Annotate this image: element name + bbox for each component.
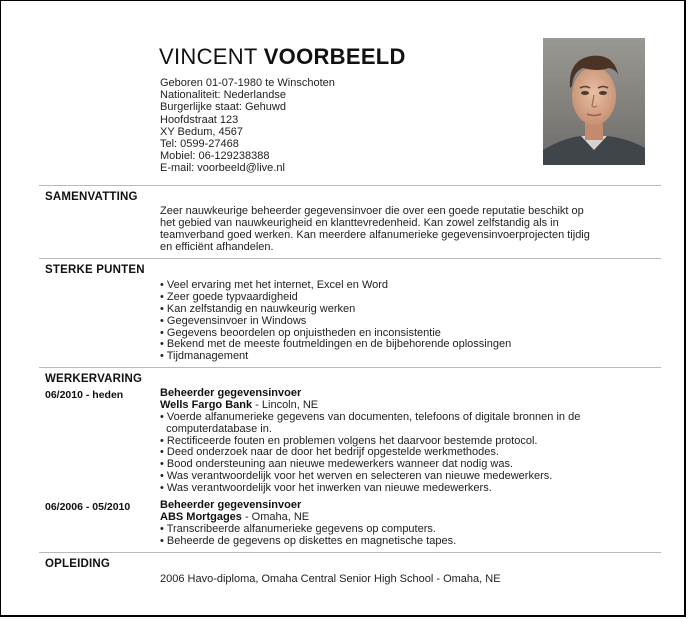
- summary-line: het gebied van nauwkeurigheid en klanttevredenheid. Kan zowel zelfstandig als in: [160, 216, 559, 229]
- list-item: • Voerde alfanumerieke gegevens van documenten, telefoons of digitale bronnen in de: [160, 410, 581, 423]
- profile-photo: [543, 38, 645, 165]
- section-divider: [39, 185, 661, 186]
- list-item: • Bood ondersteuning aan nieuwe medewerkers wanneer dat nodig was.: [160, 458, 514, 471]
- summary-text: [160, 205, 660, 253]
- last-name: VOORBEELD: [263, 44, 406, 69]
- list-item: • Rectificeerde fouten en problemen volgens het daarvoor bestemde protocol.: [160, 434, 538, 447]
- strengths-list: [160, 279, 660, 362]
- section-divider: [39, 258, 661, 259]
- phone-line: Tel: 0599-27468: [160, 137, 239, 150]
- employer-name: Wells Fargo Bank: [160, 398, 253, 411]
- job-title: Beheerder gegevensinvoer: [160, 387, 302, 399]
- list-item: • Deed onderzoek naar de door het bedrijf opgestelde werkmethodes.: [160, 446, 499, 459]
- list-item: • Bekend met de meeste foutmeldingen en de bijbehorende oplossingen: [160, 338, 512, 351]
- marital-status-line: Burgerlijke staat: Gehuwd: [160, 101, 286, 114]
- first-name: VINCENT: [159, 44, 258, 69]
- job-employer: [160, 511, 660, 523]
- list-item: • Tijdmanagement: [160, 350, 249, 363]
- section-divider: [39, 367, 661, 368]
- list-item: computerdatabase in.: [160, 422, 272, 435]
- portrait-icon: [543, 38, 645, 165]
- summary-line: en efficiënt afhandelen.: [160, 240, 274, 253]
- list-item: • Beheerde de gegevens op diskettes en magnetische tapes.: [160, 534, 457, 547]
- list-item: • Veel ervaring met het internet, Excel en Word: [160, 279, 389, 291]
- list-item: • Was verantwoordelijk voor het inwerken van nieuwe medewerkers.: [160, 482, 492, 495]
- education-line: 2006 Havo-diploma, Omaha Central Senior High School - Omaha, NE: [160, 573, 501, 585]
- city-line: XY Bedum, 4567: [160, 125, 243, 138]
- strengths-heading: STERKE PUNTEN: [45, 264, 145, 276]
- summary-line: teamverband goed werken. Kan meerdere alfanumerieke gegevensinvoerprojecten tijdig: [160, 228, 590, 241]
- nationality-line: Nationaliteit: Nederlandse: [160, 89, 286, 102]
- summary-heading: SAMENVATTING: [45, 191, 138, 203]
- email-line: E-mail: voorbeeld@live.nl: [160, 162, 285, 175]
- list-item: • Transcribeerde alfanumerieke gegevens op computers.: [160, 522, 436, 535]
- section-divider: [39, 552, 661, 553]
- street-line: Hoofdstraat 123: [160, 113, 239, 126]
- job-title: Beheerder gegevensinvoer: [160, 499, 302, 511]
- candidate-name: [159, 45, 406, 69]
- contact-details: [160, 77, 335, 175]
- education-text: [160, 573, 660, 585]
- summary-line: Zeer nauwkeurige beheerder gegevensinvoer die over een goede reputatie beschikt op: [160, 205, 584, 217]
- education-heading: OPLEIDING: [45, 558, 111, 570]
- list-item: • Kan zelfstandig en nauwkeurig werken: [160, 302, 356, 315]
- employer-name: ABS Mortgages: [160, 510, 242, 523]
- list-item: • Was verantwoordelijk voor het werven en selecteren van nieuwe medewerkers.: [160, 470, 553, 483]
- job-dates: 06/2010 - heden: [45, 389, 124, 401]
- employer-location: - Lincoln, NE: [252, 398, 319, 411]
- employer-location: - Omaha, NE: [241, 510, 310, 523]
- birth-line: Geboren 01-07-1980 te Winschoten: [160, 77, 335, 89]
- list-item: • Gegevens beoordelen op onjuistheden en inconsistentie: [160, 326, 441, 339]
- job-employer: [160, 399, 660, 411]
- job-entry: [160, 387, 660, 494]
- list-item: • Gegevensinvoer in Windows: [160, 314, 307, 327]
- mobile-line: Mobiel: 06-129238388: [160, 150, 270, 163]
- experience-heading: WERKERVARING: [45, 373, 143, 385]
- job-dates: 06/2006 - 05/2010: [45, 501, 131, 513]
- job-entry: [160, 499, 660, 547]
- list-item: • Zeer goede typvaardigheid: [160, 290, 298, 303]
